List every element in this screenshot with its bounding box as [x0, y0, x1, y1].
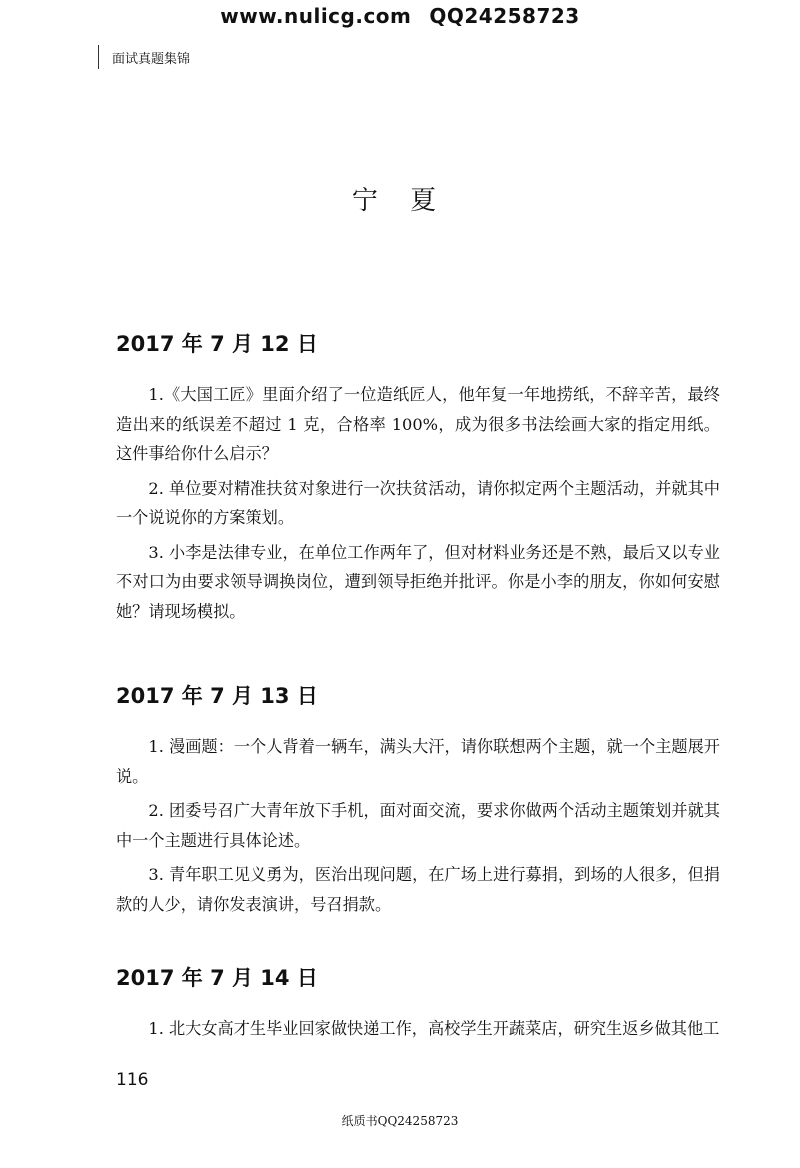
watermark-site: www.nulicg.com [220, 4, 412, 28]
section-date: 2017 年 7 月 12 日 [116, 332, 318, 356]
question-item: 3. 小李是法律专业，在单位工作两年了，但对材料业务还是不熟，最后又以专业不对口为由要求领导调换岗位，遭到领导拒绝并批评。你是小李的朋友，你如何安慰她？请现场模拟。 [116, 542, 720, 621]
question-item: 1. 漫画题：一个人背着一辆车，满头大汗，请你联想两个主题，就一个主题展开说。 [116, 737, 720, 786]
page-title: 宁 夏 [351, 186, 449, 216]
page-number: 116 [116, 1070, 149, 1090]
watermark-qq: QQ24258723 [429, 4, 580, 28]
section-2017-07-14 [116, 962, 720, 1044]
running-head [98, 48, 190, 67]
question-item: 2. 单位要对精准扶贫对象进行一次扶贫活动，请你拟定两个主题活动，并就其中一个说说你的方案策划。 [116, 478, 720, 527]
question-list [116, 1014, 720, 1044]
question-item: 1.《大国工匠》里面介绍了一位造纸匠人，他年复一年地捞纸，不辞辛苦，最终造出来的纸误差不超过 1 克，合格率 100%，成为很多书法绘画大家的指定用纸。这件事给你什么启示？ [116, 385, 720, 463]
section-date: 2017 年 7 月 14 日 [116, 966, 318, 990]
section-2017-07-12 [116, 328, 720, 626]
section-date: 2017 年 7 月 13 日 [116, 684, 318, 708]
question-item: 3. 青年职工见义勇为，医治出现问题，在广场上进行募捐，到场的人很多，但捐款的人少，请你发表演讲，号召捐款。 [116, 865, 720, 914]
question-list [116, 380, 720, 626]
question-item: 1. 北大女高才生毕业回家做快递工作，高校学生开蔬菜店，研究生返乡做其他工 [148, 1019, 720, 1038]
question-item: 2. 团委号召广大青年放下手机，面对面交流，要求你做两个活动主题策划并就其中一个主题进行具体论述。 [116, 801, 720, 850]
section-2017-07-13 [116, 680, 720, 919]
question-list [116, 732, 720, 919]
top-watermark [0, 4, 800, 28]
running-head-divider [98, 45, 99, 69]
bottom-watermark: 纸质书QQ24258723 [341, 1114, 459, 1128]
running-head-text: 面试真题集锦 [112, 52, 191, 67]
